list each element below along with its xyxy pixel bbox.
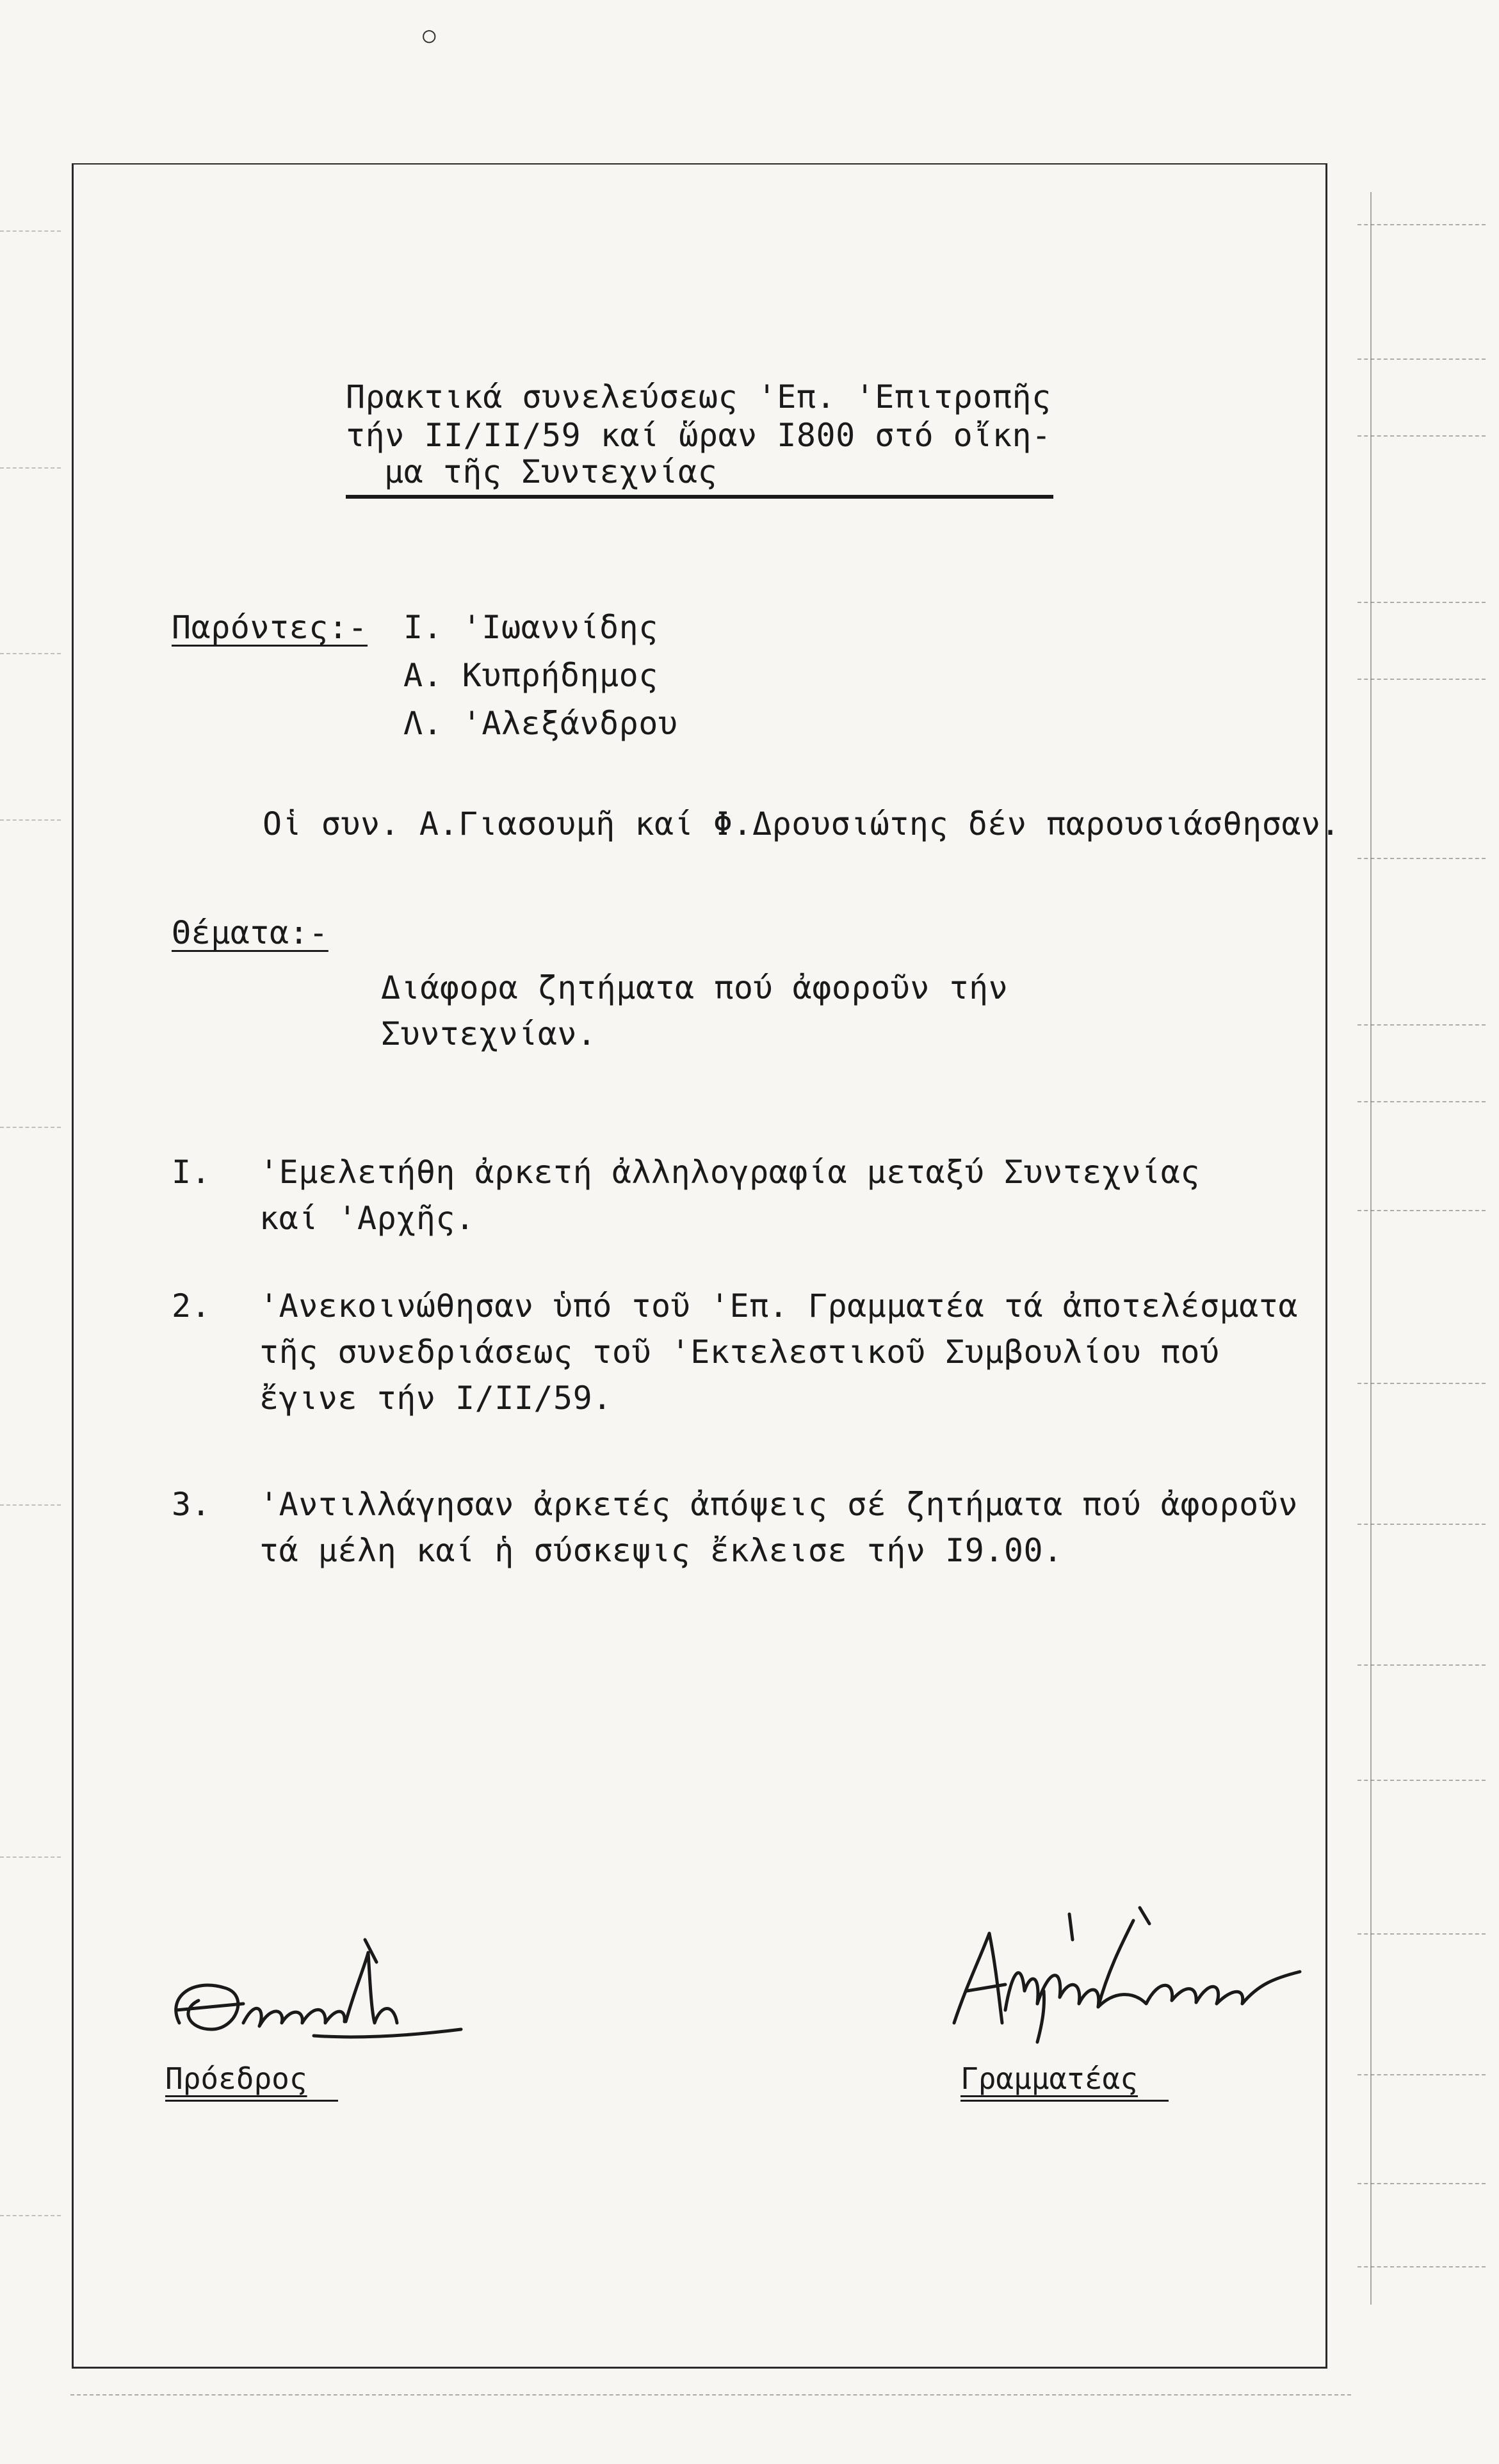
secretary-signature-icon (941, 1895, 1325, 2061)
item-2-line-1: 'Ανεκοινώθησαν ὑπό τοῦ 'Επ. Γραμματέα τά ἀποτελέσματα (259, 1287, 1298, 1325)
item-2-number: 2. (172, 1287, 211, 1325)
item-3-line-2: τά μέλη καί ἡ σύσκεψις ἔκλεισε τήν Ι9.00. (259, 1532, 1063, 1569)
bottom-margin-rule (70, 2394, 1351, 2396)
header-line-1: Πρακτικά συνελεύσεως 'Επ. 'Επιτροπῆς (346, 378, 1051, 415)
header-rule (346, 495, 1053, 499)
item-1-line-2: καί 'Αρχῆς. (259, 1200, 475, 1237)
header-line-3: μα τῆς Συντεχνίας (384, 453, 718, 490)
secretary-label: Γραμματέας (960, 2061, 1138, 2096)
corner-mark-icon: ○ (423, 22, 436, 48)
item-2-line-3: ἔγινε τήν Ι/ΙΙ/59. (259, 1380, 612, 1417)
item-2-line-2: τῆς συνεδριάσεως τοῦ 'Εκτελεστικοῦ Συμβουλίου πού (259, 1333, 1220, 1371)
present-member-2: Α. Κυπρήδημος (403, 657, 658, 694)
president-label: Πρόεδρος (165, 2061, 307, 2096)
topics-label: Θέματα:- (172, 914, 328, 951)
item-3-number: 3. (172, 1486, 211, 1523)
right-margin-rules (1357, 192, 1486, 2305)
president-signature-line (165, 2100, 338, 2102)
present-member-1: Ι. 'Ιωαννίδης (403, 609, 658, 646)
topics-line-1: Διάφορα ζητήματα πού ἀφοροῦν τήν (381, 969, 1009, 1006)
president-signature-icon (154, 1927, 487, 2061)
item-1-line-1: 'Εμελετήθη ἀρκετή ἀλληλογραφία μεταξύ Συντεχνίας (259, 1154, 1200, 1191)
item-3-line-1: 'Αντιλλάγησαν ἀρκετές ἀπόψεις σέ ζητήματα πού ἀφοροῦν (259, 1486, 1298, 1523)
absent-note: Οἱ συν. Α.Γιασουμῆ καί Φ.Δρουσιώτης δέν παρουσιάσθησαν. (263, 805, 1341, 842)
present-label: Παρόντες:- (172, 609, 368, 646)
secretary-signature-line (960, 2100, 1169, 2102)
present-member-3: Λ. 'Αλεξάνδρου (403, 705, 678, 742)
left-margin-rules (0, 192, 70, 2305)
item-1-number: Ι. (172, 1154, 211, 1191)
header-line-2: τήν ΙΙ/ΙΙ/59 καί ὥραν Ι800 στό οἴκη- (346, 417, 1051, 454)
topics-line-2: Συντεχνίαν. (381, 1015, 597, 1052)
